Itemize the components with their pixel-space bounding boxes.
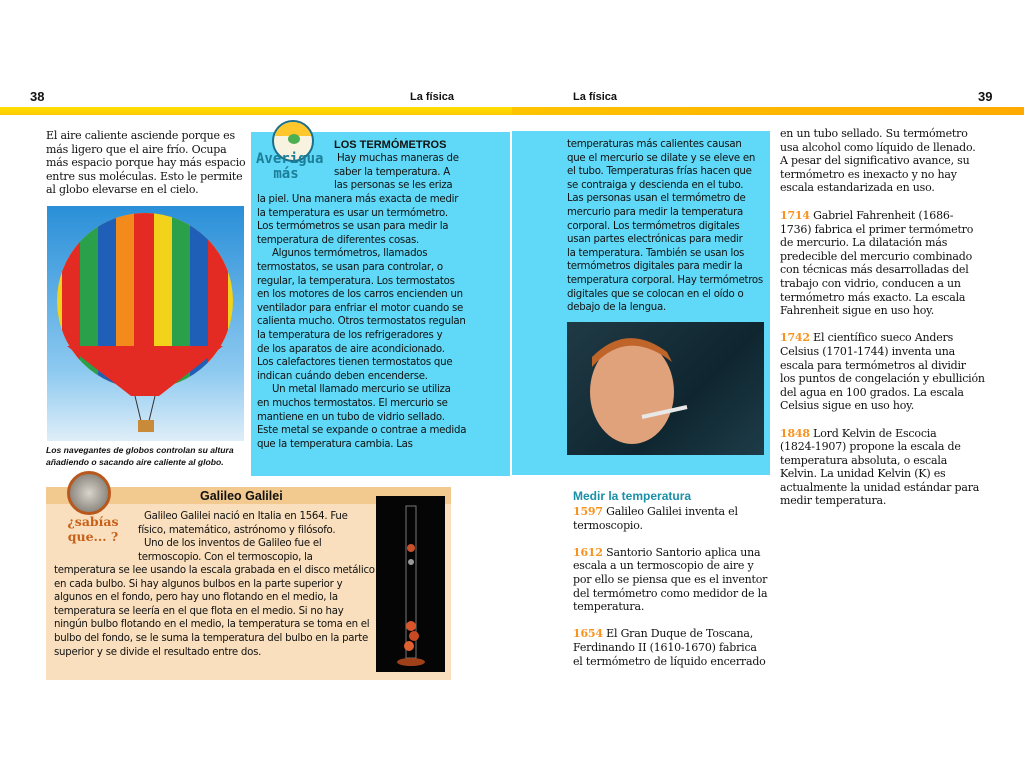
timeline-text: Galileo Galilei inventa el xyxy=(602,505,738,518)
text-line: las personas se les eriza xyxy=(334,180,453,192)
text-line: Este metal se expande o contrae a medida xyxy=(257,425,467,437)
timeline-right xyxy=(780,209,985,508)
text-line: al globo elevarse en el cielo. xyxy=(46,183,199,197)
galileo-thermometer-image xyxy=(376,496,445,672)
text-line: Uno de los inventos de Galileo fue el xyxy=(138,538,322,550)
intro-paragraph xyxy=(46,129,245,197)
timeline-entry-first-line xyxy=(780,427,985,441)
text-line: del termómetro como medidor de la xyxy=(573,586,768,600)
text-line: temperatura de diferentes cosas. xyxy=(257,234,420,246)
header-bar-left xyxy=(0,107,512,115)
text-line: debajo de la lengua. xyxy=(567,302,666,314)
text-line: actualmente la unidad estándar para xyxy=(780,480,980,494)
thermometers-body xyxy=(257,193,466,451)
text-line: el termómetro de líquido encerrado xyxy=(573,654,766,668)
galileo-title: Galileo Galilei xyxy=(200,489,283,503)
text-line: termómetro más exacto. La escala xyxy=(780,290,966,304)
text-line: trabajo con vidrio, conducen a un xyxy=(780,276,961,290)
text-line: la piel. Una manera más exacta de medir xyxy=(257,194,459,205)
text-line: indican cuándo deben encenderse. xyxy=(257,370,428,382)
timeline-entry xyxy=(780,209,985,318)
text-line: Los termómetros se usan para medir la xyxy=(257,221,449,233)
text-line: escala estandarizada en uso. xyxy=(780,181,935,195)
timeline-entry xyxy=(573,627,767,668)
timeline-entry xyxy=(780,331,985,413)
text-line: Celsius sigue en uso hoy. xyxy=(780,399,915,413)
text-line: termómetros digitales para medir la xyxy=(567,261,743,273)
text-line: ningún bulbo flotando en el medio, la temperatura se toma en el xyxy=(54,619,370,631)
header-bar-right xyxy=(512,107,1024,115)
timeline-year: 1848 xyxy=(780,426,810,440)
timeline-entry xyxy=(573,505,767,532)
text-line: en un tubo sellado. Su termómetro xyxy=(780,127,968,140)
text-line: termómetro es inexacto y no hay xyxy=(780,167,957,181)
timeline-year: 1612 xyxy=(573,545,603,559)
text-line: los puntos de congelación y ebullición xyxy=(780,372,985,386)
text-line: Fahrenheit sigue en uso hoy. xyxy=(780,304,935,318)
timeline-entry-first-line xyxy=(573,505,767,519)
text-line: termostatos, se usan para controlar, o xyxy=(257,261,443,273)
text-line: de los aparatos de aire acondicionado. xyxy=(257,343,445,355)
text-line: digitales que se colocan en el oído o xyxy=(567,288,744,300)
sabias-que-badge xyxy=(60,514,126,544)
text-line: escala para termómetros al dividir xyxy=(780,358,966,372)
text-line: superior y se divide el resultado entre dos. xyxy=(54,646,262,658)
text-line: mercurio para medir la temperatura xyxy=(567,206,744,218)
text-line: que el mercurio se dilate y se eleve en xyxy=(567,152,756,164)
text-line: Los calefactores tienen termostatos que xyxy=(257,357,453,369)
text-line: temperaturas más calientes causan xyxy=(567,139,742,150)
timeline-year: 1742 xyxy=(780,331,810,345)
thermometers-continued xyxy=(567,138,763,315)
text-line: regular, la temperatura. Los termostatos xyxy=(257,275,455,287)
sabias-badge-line1: ¿sabías xyxy=(67,514,119,529)
text-line: con técnicas más desarrolladas del xyxy=(780,263,969,277)
timeline-entry-first-line xyxy=(780,209,985,223)
timeline-heading: Medir la temperatura xyxy=(573,489,692,503)
hot-air-balloon-image xyxy=(47,206,244,441)
text-line: escala a un termoscopio de aire y xyxy=(573,559,754,573)
text-line: usa alcohol como líquido de llenado. xyxy=(780,140,976,154)
galileo-intro xyxy=(138,510,348,564)
text-line: ventilador para enfriar el motor cuando se xyxy=(257,302,464,314)
text-line: Celsius (1701-1744) inventa una xyxy=(780,344,956,358)
text-line: se contraiga y descienda en el tubo. xyxy=(567,179,744,191)
sabias-badge-line2: que... ? xyxy=(67,529,119,544)
text-line: medir temperatura. xyxy=(780,494,887,508)
timeline-year: 1597 xyxy=(573,505,603,518)
text-line: en los motores de los carros encienden un xyxy=(257,289,463,301)
text-line: Los navegantes de globos controlan su altura xyxy=(46,445,234,455)
text-line: termoscopio. Con el termoscopio, la xyxy=(138,551,313,563)
child-with-thermometer-image xyxy=(567,322,764,455)
text-line: por ello se piensa que es el inventor xyxy=(573,572,768,586)
galileo-body xyxy=(54,564,375,659)
text-line: A pesar del significativo avance, su xyxy=(780,154,970,168)
text-line: termoscopio. xyxy=(573,518,643,532)
text-line: temperatura se leería en el que flota en el medio. Si no hay xyxy=(54,605,344,617)
text-line: bulbo del fondo, se le suma la temperatura del bulbo en la parte xyxy=(54,632,368,644)
text-line: Galileo Galilei nació en Italia en 1564. Fue xyxy=(138,511,348,522)
text-line: entre sus moléculas. Esto le permite xyxy=(46,169,243,183)
timeline-entry-first-line xyxy=(573,546,767,560)
text-line: temperatura. xyxy=(573,600,645,614)
text-line: corporal. Los termómetros digitales xyxy=(567,220,740,232)
timeline-year: 1654 xyxy=(573,627,603,641)
timeline-text: Santorio Santorio aplica una xyxy=(602,545,761,559)
text-line: de mercurio. La dilatación más xyxy=(780,236,948,250)
text-line: Algunos termómetros, llamados xyxy=(257,248,428,260)
text-line: mantiene en un tubo de vidrio sellado. xyxy=(257,411,445,423)
thermometers-intro xyxy=(334,152,459,193)
text-line: (1824-1907) propone la escala de xyxy=(780,440,961,454)
text-line: 1736) fabrica el primer termómetro xyxy=(780,222,974,236)
timeline-entry xyxy=(780,427,985,509)
page-number-right: 39 xyxy=(978,89,993,104)
timeline-text: El Gran Duque de Toscana, xyxy=(602,627,754,641)
running-title-right: La física xyxy=(573,91,618,103)
text-line: más espacio porque hay más espacio xyxy=(46,156,246,170)
text-line: en cada bulbo. Si hay algunos bulbos en la parte superior y xyxy=(54,578,343,590)
text-line: Kelvin. La unidad Kelvin (K) es xyxy=(780,467,946,481)
galileo-thermometer-illustration xyxy=(376,496,445,672)
timeline-continued xyxy=(780,127,976,195)
text-line: Las personas usan el termómetro de xyxy=(567,193,746,205)
text-line: usan partes electrónicas para medir xyxy=(567,234,743,246)
text-line: más ligero que el aire frío. Ocupa xyxy=(46,142,227,156)
text-line: el tubo. Temperaturas frías hacen que xyxy=(567,166,752,178)
text-line: la temperatura es usar un termómetro. xyxy=(257,207,448,219)
balloon-caption xyxy=(46,445,234,468)
averigua-badge-line2: más xyxy=(273,166,299,182)
timeline-entry-first-line xyxy=(780,331,985,345)
balloon-illustration xyxy=(47,206,244,441)
text-line: saber la temperatura. A xyxy=(334,166,450,178)
text-line: físico, matemático, astrónomo y filósofo. xyxy=(138,524,336,536)
text-line: Un metal llamado mercurio se utiliza xyxy=(257,384,451,396)
text-line: predecible del mercurio combinado xyxy=(780,249,972,263)
timeline-entry-first-line xyxy=(573,627,767,641)
timeline-year: 1714 xyxy=(780,209,810,222)
text-line: temperatura absoluta, o escala xyxy=(780,453,948,467)
text-line: algunos en el fondo, pero hay uno flotando en el medio, la xyxy=(54,592,338,604)
running-title-left: La física xyxy=(410,91,455,103)
text-line: temperatura corporal. Hay termómetros xyxy=(567,274,763,286)
timeline-left xyxy=(573,505,767,668)
averigua-badge-line1: Averigua xyxy=(256,151,324,167)
averigua-badge xyxy=(256,151,324,182)
child-illustration xyxy=(567,322,764,455)
timeline-entry xyxy=(573,546,767,614)
text-line: añadiendo o sacando aire caliente al globo. xyxy=(46,456,224,467)
text-line: en muchos termostatos. El mercurio se xyxy=(257,397,448,409)
timeline-text: El científico sueco Anders xyxy=(809,331,954,345)
text-line: temperatura se lee usando la escala grabada en el disco metálico xyxy=(54,565,375,576)
text-line: Hay muchas maneras de xyxy=(334,153,459,164)
timeline-text: Gabriel Fahrenheit (1686- xyxy=(809,209,954,222)
text-line: El aire caliente asciende porque es xyxy=(46,129,235,142)
galileo-portrait xyxy=(67,471,111,515)
text-line: la temperatura. También se usan los xyxy=(567,247,745,259)
text-line: calienta mucho. Otros termostatos regulan xyxy=(257,316,466,328)
text-line: del agua en 100 grados. La escala xyxy=(780,385,964,399)
text-line: que la temperatura cambia. Las xyxy=(257,438,413,450)
thermometers-title: LOS TERMÓMETROS xyxy=(334,139,447,151)
text-line: Ferdinando II (1610-1670) fabrica xyxy=(573,640,757,654)
timeline-text: Lord Kelvin de Escocia xyxy=(809,426,937,440)
text-line: la temperatura de los refrigeradores y xyxy=(257,329,443,341)
page-number-left: 38 xyxy=(30,89,45,104)
